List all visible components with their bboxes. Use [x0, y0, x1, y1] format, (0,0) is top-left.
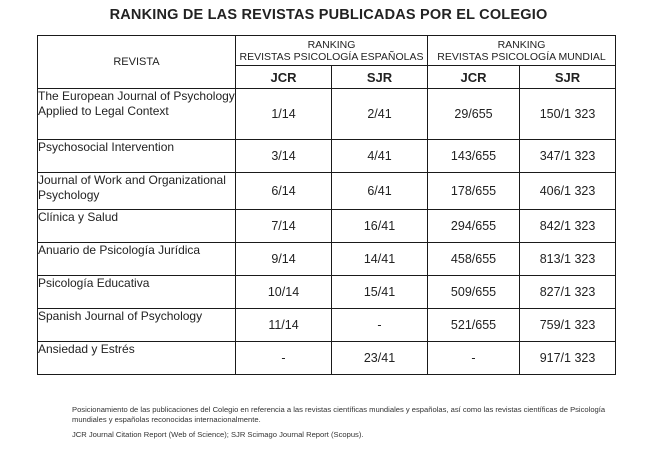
journal-name: Spanish Journal of Psychology — [38, 309, 236, 342]
journal-name: Psicología Educativa — [38, 276, 236, 309]
spanish-jcr-rank: 11/14 — [236, 309, 332, 342]
table-row — [38, 173, 616, 210]
journal-name: The European Journal of Psychology Applied to Legal Context — [38, 89, 236, 140]
journal-name: Anuario de Psicología Jurídica — [38, 243, 236, 276]
journal-name: Psychosocial Intervention — [38, 140, 236, 173]
world-sjr-rank: 813/1 323 — [520, 243, 616, 276]
world-jcr-rank: 294/655 — [428, 210, 520, 243]
header-row-groups — [38, 36, 616, 66]
spanish-jcr-rank: 10/14 — [236, 276, 332, 309]
spanish-sjr-rank: 16/41 — [332, 210, 428, 243]
world-sjr-rank: 406/1 323 — [520, 173, 616, 210]
spanish-jcr-rank: - — [236, 342, 332, 375]
spanish-sjr-rank: - — [332, 309, 428, 342]
table-row — [38, 309, 616, 342]
world-sjr-rank: 150/1 323 — [520, 89, 616, 140]
world-sjr-rank: 917/1 323 — [520, 342, 616, 375]
positioning-note: Posicionamiento de las publicaciones del Colegio en referencia a las revistas científicas mundiales y españolas, así como las revistas científicas de Psicología mundiales y españolas reconocidas internacionalmente. — [72, 405, 606, 424]
table-row — [38, 89, 616, 140]
world-jcr-rank: 458/655 — [428, 243, 520, 276]
header-revista: REVISTA — [38, 36, 236, 89]
header-group-spanish — [236, 36, 428, 66]
world-jcr-rank: 29/655 — [428, 89, 520, 140]
header-group-world — [428, 36, 616, 66]
ranking-table — [37, 35, 616, 375]
header-group-spanish-line1: RANKING — [307, 38, 356, 51]
table-row — [38, 140, 616, 173]
header-group-world-line2: REVISTAS PSICOLOGÍA MUNDIAL — [437, 50, 606, 63]
header-group-spanish-line2: REVISTAS PSICOLOGÍA ESPAÑOLAS — [239, 50, 424, 63]
spanish-jcr-rank: 6/14 — [236, 173, 332, 210]
spanish-jcr-rank: 1/14 — [236, 89, 332, 140]
world-jcr-rank: 178/655 — [428, 173, 520, 210]
page-title: RANKING DE LAS REVISTAS PUBLICADAS POR EL COLEGIO — [109, 7, 548, 23]
table-row — [38, 210, 616, 243]
world-jcr-rank: 143/655 — [428, 140, 520, 173]
journal-name: Journal of Work and Organizational Psychology — [38, 173, 236, 210]
spanish-sjr-rank: 4/41 — [332, 140, 428, 173]
spanish-sjr-rank: 6/41 — [332, 173, 428, 210]
table-row — [38, 342, 616, 375]
header-group-world-line1: RANKING — [497, 38, 546, 51]
world-jcr-rank: 521/655 — [428, 309, 520, 342]
world-jcr-rank: 509/655 — [428, 276, 520, 309]
header-world-sjr: SJR — [520, 66, 616, 89]
world-sjr-rank: 759/1 323 — [520, 309, 616, 342]
world-sjr-rank: 347/1 323 — [520, 140, 616, 173]
header-spanish-sjr: SJR — [332, 66, 428, 89]
abbreviation-legend: JCR Journal Citation Report (Web of Science); SJR Scimago Journal Report (Scopus). — [72, 430, 364, 439]
spanish-sjr-rank: 14/41 — [332, 243, 428, 276]
table-row — [38, 243, 616, 276]
spanish-sjr-rank: 23/41 — [332, 342, 428, 375]
journal-name: Clínica y Salud — [38, 210, 236, 243]
journal-name: Ansiedad y Estrés — [38, 342, 236, 375]
table-row — [38, 276, 616, 309]
spanish-jcr-rank: 3/14 — [236, 140, 332, 173]
spanish-sjr-rank: 2/41 — [332, 89, 428, 140]
header-world-jcr: JCR — [428, 66, 520, 89]
header-spanish-jcr: JCR — [236, 66, 332, 89]
world-sjr-rank: 827/1 323 — [520, 276, 616, 309]
spanish-sjr-rank: 15/41 — [332, 276, 428, 309]
world-sjr-rank: 842/1 323 — [520, 210, 616, 243]
spanish-jcr-rank: 9/14 — [236, 243, 332, 276]
table-notes — [72, 405, 612, 440]
spanish-jcr-rank: 7/14 — [236, 210, 332, 243]
world-jcr-rank: - — [428, 342, 520, 375]
